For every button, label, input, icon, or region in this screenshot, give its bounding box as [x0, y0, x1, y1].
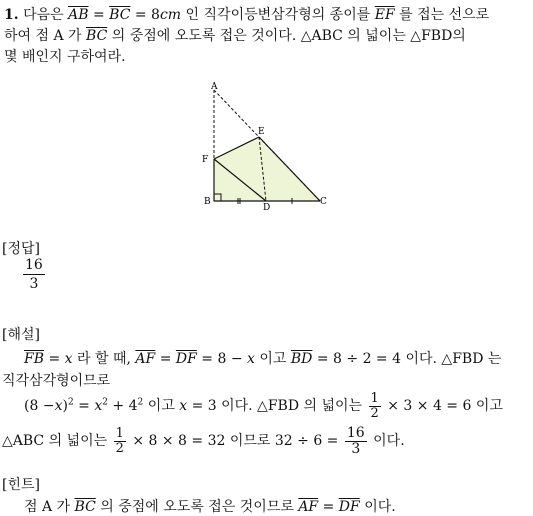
segment-df: $\overline{DF}$	[338, 499, 360, 515]
label-e: E	[258, 127, 265, 137]
explanation-text: 이다.	[373, 433, 405, 450]
fraction-numerator: 1	[115, 426, 124, 442]
fraction-half	[369, 392, 381, 420]
equals-sign: =	[48, 351, 61, 367]
variable-x: x	[179, 398, 188, 415]
problem-text: 다음은	[23, 7, 64, 23]
triangle-figure	[198, 78, 338, 210]
hint-line	[24, 496, 396, 516]
segment-fb: $\overline{FB}$	[24, 351, 45, 367]
fraction-denominator: 3	[351, 440, 361, 457]
unit-cm: cm	[159, 7, 182, 23]
segment-af: $\overline{AF}$	[298, 499, 319, 515]
label-b: B	[204, 197, 211, 207]
equals-sign: =	[78, 398, 90, 415]
explanation-text: △ABC 의 넓이는	[2, 433, 108, 450]
variable-x: x	[54, 398, 63, 415]
problem-line-2	[4, 25, 466, 45]
label-d: D	[263, 203, 271, 210]
label-c: C	[320, 197, 327, 207]
explanation-text: × 3 × 4 = 6 이고	[387, 398, 503, 415]
explanation-text: 이고	[259, 351, 287, 367]
problem-text: 인 직각이등변삼각형의 종이를	[185, 7, 371, 23]
segment-bc: $\overline{BC}$	[109, 7, 131, 23]
segment-bc: $\overline{BC}$	[86, 28, 108, 44]
hint-text: 의 중점에 오도록 접은 것이므로	[100, 499, 294, 515]
label-a: A	[211, 82, 218, 92]
answer-denominator: 3	[29, 276, 39, 292]
equals-sign: =	[92, 7, 105, 23]
explanation-text: 이고	[147, 398, 175, 415]
hint-text: 점 A 가	[24, 499, 71, 515]
fraction-numerator: 16	[346, 425, 365, 441]
segment-df: $\overline{DF}$	[175, 351, 197, 367]
exponent: 2	[67, 397, 74, 408]
equals-sign: =	[159, 351, 172, 367]
fraction-numerator: 1	[370, 391, 379, 406]
problem-text: 를 접는 선으로	[399, 7, 490, 23]
folded-region	[214, 137, 320, 201]
explanation-line-3	[24, 392, 503, 420]
explanation-text: = 3 이다. △FBD 의 넓이는	[191, 398, 363, 415]
problem-number: 1.	[4, 7, 19, 23]
segment-ef: $\overline{EF}$	[374, 7, 395, 23]
fraction-half	[114, 427, 126, 455]
problem-line-1	[4, 4, 489, 24]
problem-line-3: 몇 배인지 구하여라.	[4, 49, 126, 65]
answer-fraction	[23, 256, 45, 293]
hint-label: [힌트]	[2, 477, 40, 493]
explanation-text: 라 할 때,	[77, 351, 131, 367]
problem-text: 하여 점 A 가	[4, 28, 82, 44]
explanation-line-2: 직각삼각형이므로	[2, 373, 111, 389]
explanation-text: (8 −	[24, 398, 55, 415]
explanation-label: [해설]	[2, 327, 40, 343]
hint-text: 이다.	[364, 499, 396, 515]
equals-sign: =	[322, 499, 335, 515]
explanation-text: + 4	[112, 398, 138, 415]
variable-x: x	[247, 351, 255, 367]
problem-text: 의 중점에 오도록 접은 것이다. △ABC 의 넓이는 △FBD의	[111, 28, 466, 44]
segment-af: $\overline{AF}$	[135, 351, 156, 367]
segment-bc: $\overline{BC}$	[74, 499, 96, 515]
answer-numerator: 16	[25, 257, 43, 273]
fraction-denominator: 2	[370, 405, 379, 421]
explanation-text: × 8 × 8 = 32 이므로 32 ÷ 6 =	[132, 433, 339, 450]
exponent: 2	[137, 397, 144, 408]
segment-ab: $\overline{AB}$	[68, 7, 89, 23]
label-f: F	[202, 155, 209, 165]
explanation-text: = 8 −	[201, 351, 243, 367]
fraction-result	[345, 426, 367, 456]
length-value: = 8	[134, 7, 160, 23]
explanation-text: )	[62, 398, 68, 415]
exponent: 2	[102, 397, 108, 408]
explanation-line-4	[2, 426, 405, 456]
variable-x: x	[94, 398, 103, 415]
fraction-denominator: 2	[115, 440, 124, 456]
segment-bd: $\overline{BD}$	[290, 351, 313, 367]
explanation-line-1	[24, 348, 501, 368]
answer-label: [정답]	[2, 241, 40, 257]
variable-x: x	[64, 351, 73, 367]
explanation-text: = 8 ÷ 2 = 4 이다. △FBD 는	[316, 351, 502, 367]
